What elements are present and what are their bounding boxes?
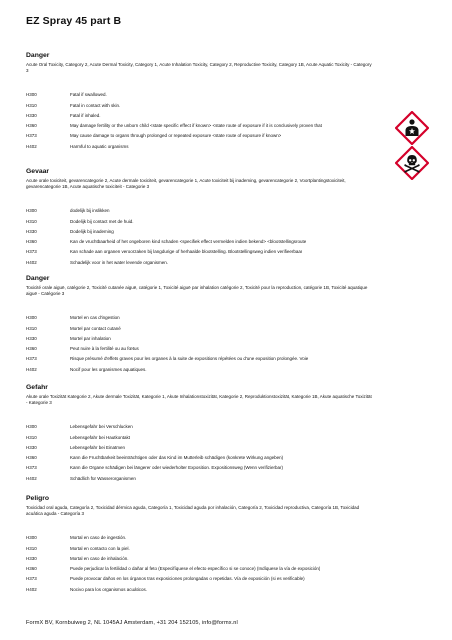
hazard-statement: [26, 442, 374, 452]
hazard-statement: [26, 463, 374, 473]
hazard-statement: [26, 473, 374, 483]
hazard-text: Mortel en cas d'ingestion: [70, 315, 120, 321]
hazard-text: Nocif pour les organismes aquatiques.: [70, 366, 147, 372]
hazard-code: H402: [26, 143, 37, 149]
signal-word: Peligro: [26, 495, 50, 502]
hazard-statement: [26, 323, 374, 333]
hazard-code: H300: [26, 535, 37, 541]
hazard-section-french: [26, 274, 374, 374]
hazard-statement: [26, 333, 374, 343]
health-hazard-icon: [395, 111, 429, 145]
hazard-code: H360: [26, 455, 37, 461]
hazard-statement: [26, 563, 374, 573]
hazard-statement: [26, 354, 374, 364]
hazard-code: H360: [26, 566, 37, 572]
classification-text: Akute orale Toxizität Kategorie 2, Akute dermale Toxizität, Kategorie 1, Akute Inhalationstoxizität, Kategorie 2, Reproduktionstoxizität, Kategorie 1B, Akute aquatische Toxizität - Kategorie 3: [26, 394, 372, 406]
hazard-statement: [26, 432, 374, 442]
hazard-statement: [26, 226, 374, 236]
hazard-code: H310: [26, 102, 37, 108]
hazard-text: Lebensgefahr bei Verschlucken: [70, 424, 133, 430]
hazard-text: Nocivo para los organismos acuáticos.: [70, 586, 148, 592]
hazard-text: Kan schade aan organen veroorzaken bij langdurige of herhaalde blootstelling. Blootstellingsweg indien verifieerbaar: [70, 249, 303, 255]
hazard-code: H300: [26, 424, 37, 430]
hazard-section-german: [26, 383, 374, 483]
hazard-text: Harmful to aquatic organisms: [70, 143, 129, 149]
hazard-statement: [26, 90, 374, 100]
hazard-text: Kann die Fruchtbarkeit beeinträchtigen oder das Kind im Mutterleib schädigen (konkrete Wirkung angeben): [70, 455, 284, 461]
hazard-statement: [26, 206, 374, 216]
hazard-text: Kann die Organe schädigen bei längerer oder wiederholter Exposition. Expositionsweg (Wenn verifizierbar): [70, 465, 284, 471]
hazard-statement: [26, 543, 374, 553]
hazard-text: dodelijk bij inslikken: [70, 208, 110, 214]
hazard-code: H402: [26, 475, 37, 481]
hazard-code: H360: [26, 123, 37, 129]
hazard-code: H373: [26, 576, 37, 582]
hazard-code: H373: [26, 249, 37, 255]
signal-word: Danger: [26, 275, 50, 282]
hazard-text: Lebensgefahr bei Hautkontakt: [70, 434, 131, 440]
hazard-statement: [26, 343, 374, 353]
hazard-code: H330: [26, 228, 37, 234]
classification-text: Toxicité orale aiguë, catégorie 2, Toxicité cutanée aiguë, catégorie 1, Toxicité aiguë par inhalation catégorie 2, Toxicité pour la reproduction, catégorie 1B, Toxicité aquatique aiguë - Catégorie 3: [26, 285, 368, 297]
hazard-code: H402: [26, 586, 37, 592]
hazard-text: Lebensgefahr bei Einatmen: [70, 444, 126, 450]
hazard-text: Fatal if swallowed.: [70, 92, 107, 98]
company-footer: FormX BV, Kornbuiweg 2, NL 1045AJ Amsterdam, +31 204 152105, info@formx.nl: [26, 620, 238, 626]
hazard-text: Schädlich für Wasserorganismen: [70, 475, 136, 481]
hazard-code: H360: [26, 346, 37, 352]
hazard-code: H310: [26, 545, 37, 551]
hazard-statement: [26, 574, 374, 584]
hazard-statement: [26, 236, 374, 246]
hazard-statement: [26, 247, 374, 257]
hazard-text: Dodelijk bij contact met de huid.: [70, 218, 134, 224]
hazard-text: Kan de vruchtbaarheid of het ongeboren kind schaden <specifiek effect vermelden indien bekend> <blootstellingsroute: [70, 239, 307, 245]
hazard-code: H310: [26, 325, 37, 331]
hazard-section-dutch: [26, 167, 374, 267]
hazard-text: Fatal if inhaled.: [70, 112, 101, 118]
hazard-statement-list: [26, 313, 374, 375]
hazard-text: Puede provocar daños en los órganos tras exposiciones prolongadas o repetidas. Vía de exposición (si es verificable): [70, 576, 305, 582]
hazard-text: May damage fertility or the unborn child <state specific effect if known> <state route of exposure if it is conclusively proven that: [70, 123, 322, 129]
hazard-statement: [26, 141, 374, 151]
hazard-text: Mortal en contacto con la piel.: [70, 545, 130, 551]
hazard-text: Peut nuire à la fertilité ou au fœtus: [70, 346, 139, 352]
hazard-text: Mortel par contact cutané: [70, 325, 121, 331]
hazard-code: H310: [26, 218, 37, 224]
hazard-statement-list: [26, 90, 374, 152]
hazard-text: Mortal en caso de inhalación.: [70, 555, 129, 561]
hazard-section-english: [26, 51, 374, 151]
hazard-text: May cause damage to organs through prolonged or repeated exposure <state route of exposure if known>: [70, 133, 282, 139]
hazard-section-spanish: [26, 494, 374, 594]
hazard-code: H300: [26, 315, 37, 321]
hazard-code: H330: [26, 112, 37, 118]
hazard-text: Risque présumé d'effets graves pour les organes à la suite de expositions répétées ou d'une exposition prolongée. Voie: [70, 356, 309, 362]
hazard-statement: [26, 110, 374, 120]
hazard-code: H330: [26, 555, 37, 561]
signal-word: Danger: [26, 52, 50, 59]
hazard-statement: [26, 553, 374, 563]
hazard-code: H373: [26, 465, 37, 471]
hazard-text: Fatal in contact with skin.: [70, 102, 121, 108]
hazard-statement: [26, 422, 374, 432]
hazard-statement: [26, 257, 374, 267]
hazard-code: H402: [26, 366, 37, 372]
hazard-statement: [26, 533, 374, 543]
signal-word: Gevaar: [26, 168, 50, 175]
hazard-statement: [26, 120, 374, 130]
hazard-statement: [26, 131, 374, 141]
hazard-text: Schadelijk voor in het water levende organismen.: [70, 259, 169, 265]
hazard-statement: [26, 584, 374, 594]
hazard-statement: [26, 216, 374, 226]
hazard-code: H300: [26, 92, 37, 98]
hazard-code: H330: [26, 335, 37, 341]
hazard-code: H373: [26, 133, 37, 139]
hazard-code: H373: [26, 356, 37, 362]
hazard-statement-list: [26, 533, 374, 595]
hazard-statement: [26, 313, 374, 323]
hazard-text: Mortal en caso de ingestión.: [70, 535, 127, 541]
hazard-statement: [26, 452, 374, 462]
hazard-statement: [26, 364, 374, 374]
hazard-statement-list: [26, 206, 374, 268]
hazard-text: Puede perjudicar la fertilidad o dañar al feto (Especifíquese el efecto específico si se conoce) (Indíquese la vía de exposición): [70, 566, 321, 572]
classification-text: Acute Oral Toxicity, Category 2, Acute Dermal Toxicity, Category 1, Acute Inhalation Toxicity, Category 2, Reproductive Toxicity, Category 1B, Acute Aquatic Toxicity - Category 3: [26, 62, 372, 74]
classification-text: Acute orale toxiciteit, gevarencategorie 2, Acute dermale toxiciteit, gevarencategorie 1, Acute toxiciteit bij inademing, gevarencategorie 2, Voortplantingstoxiciteit, gevarencategorie 1B, Acute aquatische toxiciteit - Categorie 3: [26, 178, 346, 190]
hazard-statement: [26, 100, 374, 110]
hazard-code: H310: [26, 434, 37, 440]
classification-text: Toxicidad oral aguda, Categoría 2, Toxicidad dérmica aguda, Categoría 1, Toxicidad aguda por inhalación, Categoría 2, Toxicidad reproductiva, Categoría 1B, Toxicidad acuática aguda - Categoría 3: [26, 505, 360, 517]
hazard-code: H402: [26, 259, 37, 265]
skull-crossbones-icon: [395, 146, 429, 180]
signal-word: Gefahr: [26, 384, 48, 391]
hazard-statement-list: [26, 422, 374, 484]
hazard-code: H330: [26, 444, 37, 450]
document-title: EZ Spray 45 part B: [26, 15, 122, 27]
hazard-text: Mortel par inhalation: [70, 335, 111, 341]
hazard-code: H300: [26, 208, 37, 214]
hazard-text: Dodelijk bij inademing: [70, 228, 114, 234]
hazard-code: H360: [26, 239, 37, 245]
